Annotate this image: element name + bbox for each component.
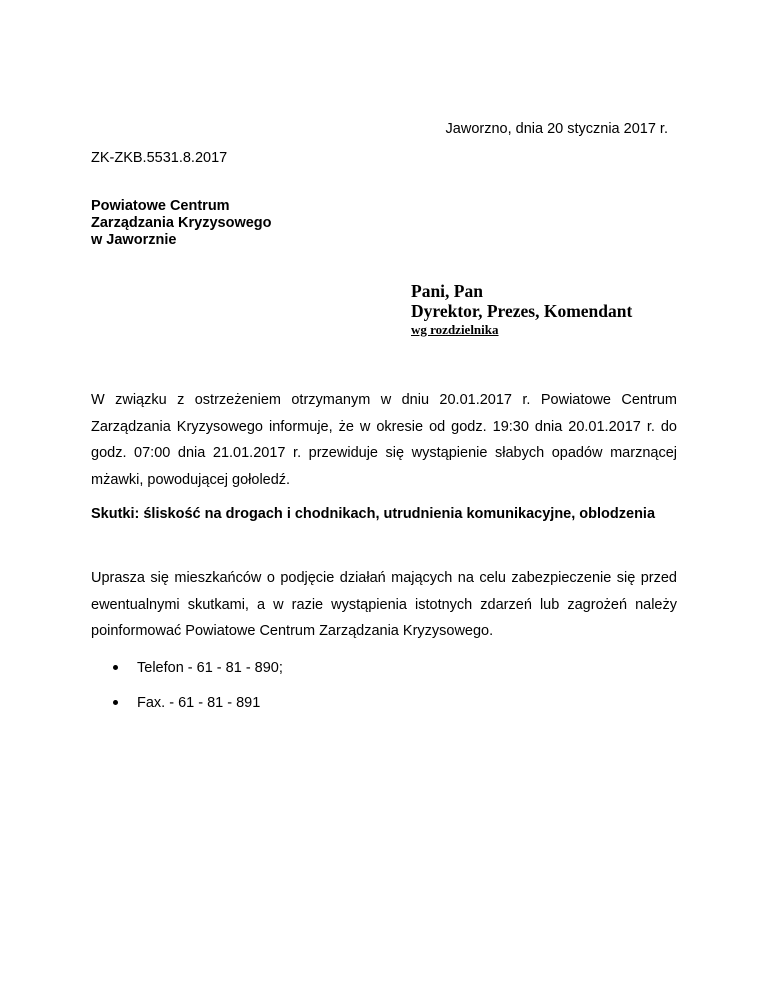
recipient-titles: Dyrektor, Prezes, Komendant xyxy=(411,301,633,321)
sender-block xyxy=(91,198,272,249)
request-paragraph: Uprasza się mieszkańców o podjęcie działań mających na celu zabezpieczenie się przed ewentualnymi skutkami, a w razie wystąpienia istotnych zdarzeń lub zagrożeń należy poinformować Powiatowe Centrum Zarządzania Kryzysowego. xyxy=(91,570,677,639)
sender-line: Powiatowe Centrum xyxy=(91,198,230,214)
contact-phone: Telefon - 61 - 81 - 890; xyxy=(137,660,283,676)
effects-paragraph: Skutki: śliskość na drogach i chodnikach, utrudnienia komunikacyjne, oblodzenia xyxy=(91,506,656,522)
contact-fax: Fax. - 61 - 81 - 891 xyxy=(137,695,261,711)
recipient-distribution: wg rozdzielnika xyxy=(411,322,499,337)
recipient-salutation: Pani, Pan xyxy=(411,281,483,301)
list-item xyxy=(91,658,283,693)
warning-paragraph: W związku z ostrzeżeniem otrzymanym w dniu 20.01.2017 r. Powiatowe Centrum Zarządzania Kryzysowego informuje, że w okresie od godz. 19:30 dnia 20.01.2017 r. do godz. 07:00 dnia 21.01.2017 r. przewiduje się wystąpienie słabych opadów marznącej mżawki, powodującej gołoledź. xyxy=(91,392,677,488)
date-line: Jaworzno, dnia 20 stycznia 2017 r. xyxy=(445,121,668,137)
bullet-icon xyxy=(113,700,118,705)
recipient-block xyxy=(411,281,632,339)
sender-line: Zarządzania Kryzysowego xyxy=(91,215,272,231)
contact-list xyxy=(91,658,283,728)
sender-line: w Jaworznie xyxy=(91,232,177,248)
list-item xyxy=(91,693,283,728)
reference-number: ZK-ZKB.5531.8.2017 xyxy=(91,150,228,166)
bullet-icon xyxy=(113,665,118,670)
